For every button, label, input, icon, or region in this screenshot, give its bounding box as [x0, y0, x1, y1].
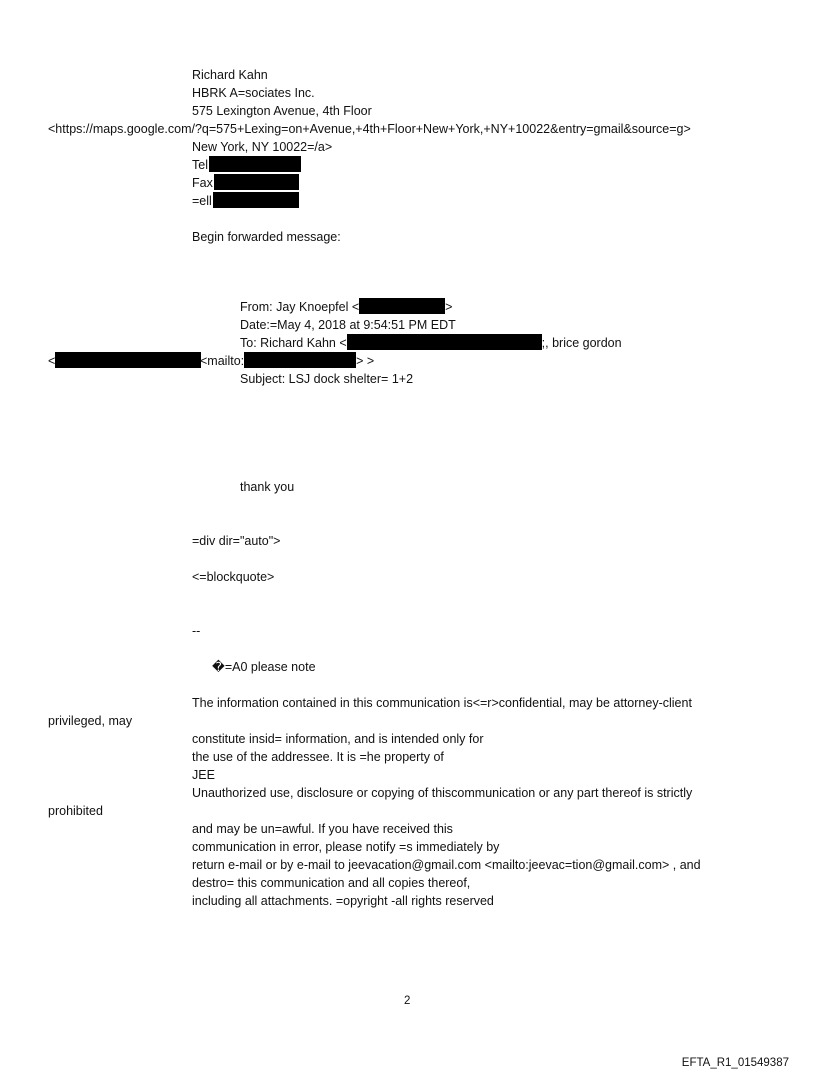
subject-line: Subject: LSJ dock shelter= 1+2	[240, 372, 414, 386]
redaction-block	[359, 298, 445, 314]
fax-line	[192, 174, 299, 192]
cc-open: <	[48, 354, 56, 368]
forward-intro: Begin forwarded message:	[192, 230, 341, 244]
redaction-block	[55, 352, 201, 368]
redaction-block	[214, 174, 299, 190]
signature-city: New York, NY 10022=/a>	[192, 140, 333, 154]
div-tag-text: =div dir="auto">	[192, 534, 281, 548]
to-prefix: To: Richard Kahn <	[240, 336, 347, 350]
from-suffix: >	[445, 300, 453, 314]
cell-label: =ell	[192, 194, 212, 208]
disclaimer-line: including all attachments. =opyright -all rights reserved	[192, 894, 494, 908]
to-line	[240, 334, 622, 352]
disclaimer-line: privileged, may	[48, 714, 133, 728]
redaction-block	[347, 334, 542, 350]
disclaimer-line: Unauthorized use, disclosure or copying of thiscommunication or any part thereof is strictly	[192, 786, 693, 800]
page-number: 2	[404, 995, 411, 1007]
fax-label: Fax	[192, 176, 213, 190]
from-line	[240, 298, 452, 316]
signature-address: 575 Lexington Avenue, 4th Floor	[192, 104, 372, 118]
tel-line	[192, 156, 301, 174]
signature-company: HBRK A=sociates Inc.	[192, 86, 315, 100]
disclaimer-line: prohibited	[48, 804, 103, 818]
disclaimer-line: return e-mail or by e-mail to jeevacation@gmail.com <mailto:jeevac=tion@gmail.com> , and	[192, 858, 701, 872]
cc-mailto-line	[200, 352, 374, 370]
from-prefix: From: Jay Knoepfel <	[240, 300, 360, 314]
disclaimer-line: constitute insid= information, and is intended only for	[192, 732, 484, 746]
thank-you-text: thank you	[240, 480, 295, 494]
cc-line	[48, 352, 201, 370]
disclaimer-line: JEE	[192, 768, 215, 782]
cell-line	[192, 192, 299, 210]
disclaimer-line: and may be un=awful. If you have received this	[192, 822, 453, 836]
date-line: Date:=May 4, 2018 at 9:54:51 PM EDT	[240, 318, 456, 332]
blockquote-tag-text: <=blockquote>	[192, 570, 275, 584]
disclaimer-line: the use of the addressee. It is =he property of	[192, 750, 444, 764]
disclaimer-line: communication in error, please notify =s immediately by	[192, 840, 500, 854]
cc-mailto: <mailto:	[200, 354, 245, 368]
redaction-block	[209, 156, 301, 172]
redaction-block	[213, 192, 299, 208]
signature-name: Richard Kahn	[192, 68, 268, 82]
cc-close: > >	[356, 354, 375, 368]
maps-link: <https://maps.google.com/?q=575+Lexing=on+Avenue,+4th+Floor+New+York,+NY+10022&entry=gmail&source=g>	[48, 122, 691, 136]
document-id: EFTA_R1_01549387	[681, 1057, 789, 1069]
please-note-text: �=A0 please note	[212, 660, 316, 674]
redaction-block	[244, 352, 356, 368]
signature-separator: --	[192, 624, 201, 638]
disclaimer-line: destro= this communication and all copies thereof,	[192, 876, 471, 890]
tel-label: Tel	[192, 158, 208, 172]
to-suffix: ;, brice gordon	[541, 336, 622, 350]
disclaimer-line: The information contained in this communication is<=r>confidential, may be attorney-client	[192, 696, 692, 710]
